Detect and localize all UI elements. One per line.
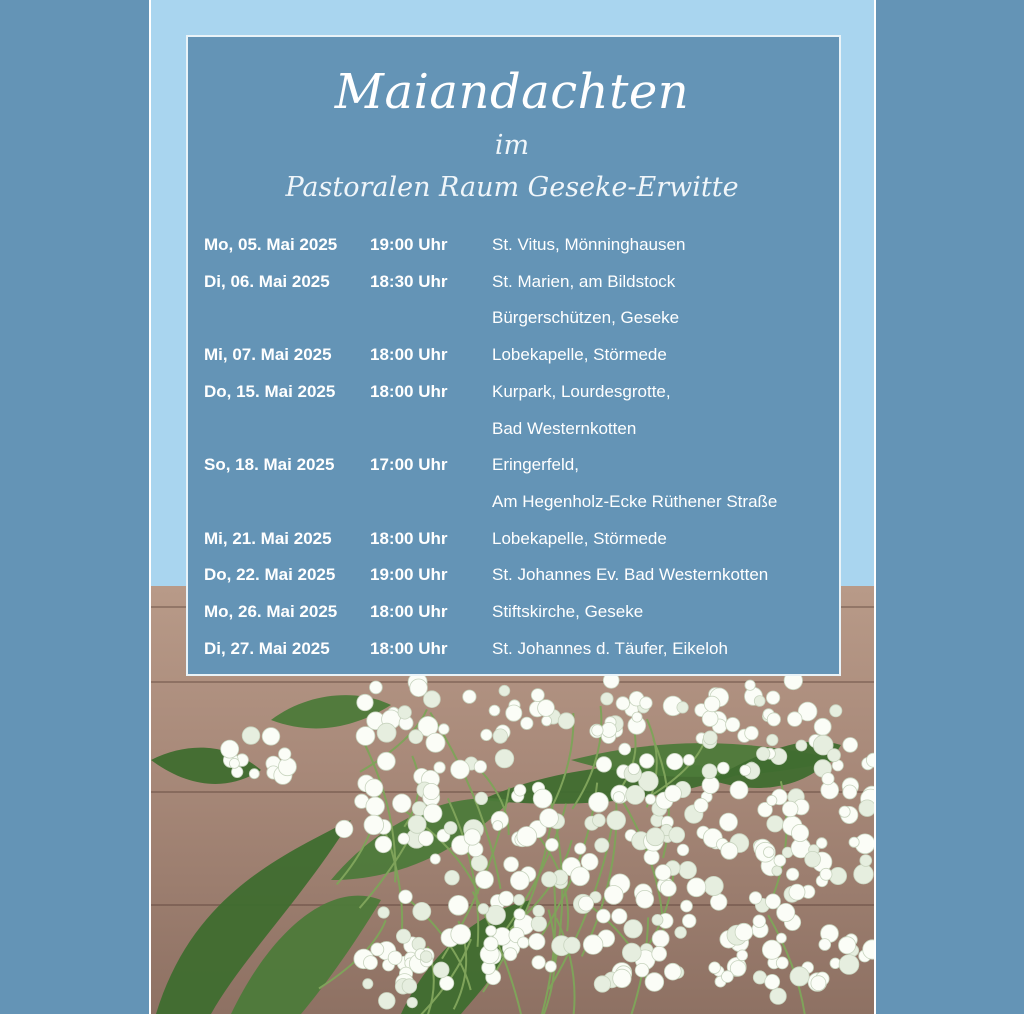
flower-bell xyxy=(399,890,413,904)
flower-bell xyxy=(613,969,631,987)
flower-bell xyxy=(398,833,409,844)
flower-bell xyxy=(451,760,470,779)
flower-bell xyxy=(409,730,423,744)
flower-bell xyxy=(398,706,411,719)
schedule-location: St. Marien, am Bildstock xyxy=(492,271,676,291)
flower-bell xyxy=(426,733,445,752)
flower-bell xyxy=(493,821,503,831)
schedule-date: Mo, 05. Mai 2025 xyxy=(204,235,338,254)
flower-bell xyxy=(451,924,471,944)
flower-bell xyxy=(652,930,669,947)
flower-bell xyxy=(433,962,449,978)
flower-bell xyxy=(533,789,552,808)
flower-bell xyxy=(830,705,842,717)
schedule-date: Do, 22. Mai 2025 xyxy=(204,565,336,585)
schedule-location: Lobekapelle, Störmede xyxy=(492,528,667,548)
flower-bell xyxy=(814,718,831,735)
flower-bell xyxy=(777,903,795,921)
flower-bell xyxy=(652,914,663,925)
flower-bell xyxy=(859,800,876,817)
flower-bell xyxy=(579,896,594,911)
flower-bell xyxy=(737,950,748,961)
flower-bell xyxy=(820,868,832,880)
schedule-date: Mi, 21. Mai 2025 xyxy=(204,528,332,548)
schedule-location: Lobekapelle, Störmede xyxy=(492,345,667,365)
flower-bell xyxy=(493,729,507,743)
flower-bell xyxy=(677,844,689,856)
flower-bell xyxy=(589,792,609,812)
flower-bell xyxy=(828,749,841,762)
flower-bell xyxy=(767,713,780,726)
schedule-date: Mo, 26. Mai 2025 xyxy=(204,602,338,621)
flower-bell xyxy=(439,724,450,735)
flower-bell xyxy=(356,727,375,746)
flower-bell xyxy=(504,857,519,872)
flower-bell xyxy=(843,738,858,753)
flower-bell xyxy=(410,679,428,697)
flower-bell xyxy=(278,758,296,776)
flower-bell xyxy=(430,854,440,864)
flower-bell xyxy=(819,939,831,951)
flower-bell xyxy=(655,865,671,881)
flower-bell xyxy=(594,976,610,992)
flower-bell xyxy=(475,792,487,804)
flower-bell xyxy=(408,815,426,833)
flower-bell xyxy=(533,905,545,917)
flower-bell xyxy=(221,740,239,758)
flower-bell xyxy=(407,997,417,1007)
schedule-location: St. Johannes d. Täufer, Eikeloh xyxy=(492,638,728,658)
flower-bell xyxy=(628,763,639,774)
schedule-location: Am Hegenholz-Ecke Rüthener Straße xyxy=(492,491,778,511)
flower-bell xyxy=(702,777,719,794)
flower-bell xyxy=(249,769,259,779)
flower-bell xyxy=(660,880,676,896)
flower-bell xyxy=(449,895,469,915)
flower-bell xyxy=(717,762,729,774)
flower-bell xyxy=(423,783,439,799)
schedule-time: 19:00 Uhr xyxy=(370,235,448,254)
schedule-location: Kurpark, Lourdesgrotte, xyxy=(492,381,671,401)
flower-bell xyxy=(420,951,432,963)
flower-bell xyxy=(652,946,667,961)
flower-bell xyxy=(805,851,821,867)
flower-bell xyxy=(860,855,872,867)
flower-bell xyxy=(767,795,777,805)
schedule-location: Eringerfeld, xyxy=(492,455,579,475)
flower-bell xyxy=(517,827,537,847)
flower-bell xyxy=(601,693,613,705)
flower-bell xyxy=(754,696,765,707)
flower-bell xyxy=(388,951,402,965)
flower-bell xyxy=(607,811,626,830)
flower-bell xyxy=(242,727,260,745)
flower-stem xyxy=(528,885,555,1014)
flower-bell xyxy=(687,878,706,897)
flower-bell xyxy=(510,871,529,890)
schedule-date: So, 18. Mai 2025 xyxy=(204,455,335,475)
flower-bell xyxy=(602,722,617,737)
flower-bell xyxy=(790,967,809,986)
flower-bell xyxy=(702,711,718,727)
flower-bell xyxy=(730,781,748,799)
flower-bell xyxy=(681,900,693,912)
flower-bell xyxy=(635,963,649,977)
flower-bell xyxy=(538,700,555,717)
flower-bell xyxy=(583,935,603,955)
flower-bell xyxy=(745,680,755,690)
schedule-date: Mi, 07. Mai 2025 xyxy=(204,345,332,365)
flower-bell xyxy=(474,761,486,773)
flower-bell xyxy=(371,943,384,956)
flower-bell xyxy=(740,765,751,776)
flower-bell xyxy=(619,743,631,755)
flower-bell xyxy=(476,871,494,889)
flower-bell xyxy=(514,909,525,920)
flower-bell xyxy=(776,933,786,943)
flower-bell xyxy=(423,804,442,823)
flower-bell xyxy=(495,749,514,768)
flower-bell xyxy=(489,705,500,716)
flower-bell xyxy=(499,891,514,906)
flower-bell xyxy=(776,957,788,969)
flower-bell xyxy=(843,785,857,799)
flower-bell xyxy=(546,838,559,851)
schedule-time: 17:00 Uhr xyxy=(370,455,448,475)
flower-bell xyxy=(694,798,708,812)
flower-bell xyxy=(682,914,696,928)
flower-bell xyxy=(363,979,373,989)
flower-bell xyxy=(440,976,454,990)
flower-bell xyxy=(612,909,627,924)
flower-bell xyxy=(529,933,545,949)
flower-bell xyxy=(640,754,655,769)
flower-bell xyxy=(640,697,652,709)
schedule-date: Di, 06. Mai 2025 xyxy=(204,271,330,291)
schedule-time: 18:30 Uhr xyxy=(370,271,448,291)
flower-bell xyxy=(396,929,410,943)
flower-bell xyxy=(613,792,624,803)
flower-bell xyxy=(767,734,778,745)
flower-bell xyxy=(463,690,476,703)
poster-subtitle-region: Pastoralen Raum Geseke-Erwitte xyxy=(285,172,739,203)
flower-bell xyxy=(445,870,460,885)
flower-bell xyxy=(735,923,753,941)
flower-bell xyxy=(722,971,734,983)
flower-bell xyxy=(766,691,779,704)
flower-bell xyxy=(679,861,696,878)
flower-bell xyxy=(644,849,659,864)
schedule-time: 18:00 Uhr xyxy=(370,381,448,401)
flower-bell xyxy=(721,842,738,859)
flower-bell xyxy=(471,855,487,871)
flower-bell xyxy=(575,843,586,854)
flower-bell xyxy=(645,794,655,804)
schedule-location: Bad Westernkotten xyxy=(492,418,637,438)
flower-bell xyxy=(626,785,645,804)
flower-bell xyxy=(770,988,786,1004)
flower-bell xyxy=(364,956,378,970)
flower-bell xyxy=(765,974,780,989)
flower-bell xyxy=(597,909,611,923)
flower-bell xyxy=(424,691,441,708)
schedule-location: Stiftskirche, Geseke xyxy=(492,602,644,621)
flower-bell xyxy=(592,725,603,736)
flower-bell xyxy=(434,762,445,773)
flower-bell xyxy=(786,868,798,880)
flower-bell xyxy=(772,866,782,876)
flower-bell xyxy=(854,864,874,884)
flower-bell xyxy=(757,747,770,760)
flower-bell xyxy=(839,937,856,954)
flower-bell xyxy=(645,973,664,992)
flower-bell xyxy=(796,740,807,751)
flower-bell xyxy=(558,713,574,729)
flower-bell xyxy=(667,753,683,769)
flower-bell xyxy=(532,956,545,969)
flower-bell xyxy=(782,801,798,817)
flower-bell xyxy=(664,963,681,980)
flower-bell xyxy=(677,702,688,713)
flower-bell xyxy=(675,927,687,939)
flower-bell xyxy=(545,961,556,972)
flower-bell xyxy=(540,809,559,828)
flower-bell xyxy=(596,757,611,772)
poster-title: Maiandachten xyxy=(334,64,690,120)
flower-bell xyxy=(229,758,239,768)
flower-bell xyxy=(704,876,723,895)
flower-bell xyxy=(484,937,498,951)
flower-bell xyxy=(604,886,623,905)
flower-bell xyxy=(636,890,654,908)
flower-bell xyxy=(764,847,775,858)
schedule-location: St. Johannes Ev. Bad Westernkotten xyxy=(492,565,769,585)
flower-bell xyxy=(521,717,533,729)
flower-bell xyxy=(726,718,740,732)
flower-bell xyxy=(375,836,392,853)
flower-bell xyxy=(616,697,629,710)
flower-bell xyxy=(379,993,396,1010)
schedule-time: 18:00 Uhr xyxy=(370,602,448,621)
flower-bell xyxy=(646,828,664,846)
flower-bell xyxy=(564,937,580,953)
flower-bell xyxy=(702,764,717,779)
flower-bell xyxy=(514,894,525,905)
flower-bell xyxy=(849,837,859,847)
flower-bell xyxy=(531,689,544,702)
flower-bell xyxy=(745,726,759,740)
flower-bell xyxy=(542,716,552,726)
flower-bell xyxy=(481,729,492,740)
flower-bell xyxy=(478,904,489,915)
flower-bell xyxy=(632,712,642,722)
flower-bell xyxy=(506,705,522,721)
flower-bell xyxy=(370,681,383,694)
flower-bell xyxy=(377,723,396,742)
flower-bell xyxy=(393,794,412,813)
flower-bell xyxy=(622,943,641,962)
flower-bell xyxy=(624,920,642,938)
flower-bell xyxy=(444,822,457,835)
flower-bell xyxy=(366,797,385,816)
schedule-date: Do, 15. Mai 2025 xyxy=(204,381,336,401)
flower-bell xyxy=(787,712,802,727)
schedule-time: 18:00 Uhr xyxy=(370,528,448,548)
flower-bell xyxy=(767,816,783,832)
flower-bell xyxy=(811,976,826,991)
flower-bell xyxy=(595,838,609,852)
flower-bell xyxy=(822,773,834,785)
schedule-location: St. Vitus, Mönninghausen xyxy=(492,235,686,254)
flower-bell xyxy=(571,867,590,886)
flower-bell xyxy=(518,937,529,948)
flower-bell xyxy=(720,813,738,831)
flower-bell xyxy=(464,829,480,845)
flower-bell xyxy=(839,806,850,817)
flower-bell xyxy=(542,872,557,887)
schedule-location: Bürgerschützen, Geseke xyxy=(492,308,680,328)
flower-bell xyxy=(402,979,417,994)
schedule-date: Di, 27. Mai 2025 xyxy=(204,638,330,658)
flower-bell xyxy=(357,694,373,710)
schedule-time: 18:00 Uhr xyxy=(370,638,448,658)
flower-bell xyxy=(683,754,694,765)
flower-bell xyxy=(336,820,353,837)
flower-bell xyxy=(279,748,291,760)
flower-bell xyxy=(792,824,809,841)
schedule-time: 18:00 Uhr xyxy=(370,345,448,365)
flower-bell xyxy=(418,831,433,846)
flower-bell xyxy=(413,902,431,920)
flower-bell xyxy=(504,948,517,961)
flower-bell xyxy=(839,955,859,975)
flower-bell xyxy=(709,962,721,974)
flower-bell xyxy=(710,894,727,911)
flower-bell xyxy=(762,940,781,959)
flower-bell xyxy=(365,779,383,797)
flower-bell xyxy=(665,785,682,802)
flower-bell xyxy=(669,827,685,843)
poster-subtitle-im: im xyxy=(494,130,530,161)
flower-bell xyxy=(703,731,717,745)
flower-bell xyxy=(514,784,526,796)
flower-bell xyxy=(593,814,606,827)
flower-bell xyxy=(364,815,384,835)
flower-bell xyxy=(749,892,761,904)
flower-bell xyxy=(377,752,395,770)
schedule-time: 19:00 Uhr xyxy=(370,565,448,585)
flower-bell xyxy=(789,884,805,900)
flower-bell xyxy=(704,696,720,712)
flower-bell xyxy=(486,926,497,937)
flower-bell xyxy=(753,915,766,928)
flower-bell xyxy=(531,916,546,931)
flower-bell xyxy=(262,728,280,746)
flower-bell xyxy=(774,855,786,867)
flower-bell xyxy=(378,907,389,918)
flower-bell xyxy=(499,685,510,696)
